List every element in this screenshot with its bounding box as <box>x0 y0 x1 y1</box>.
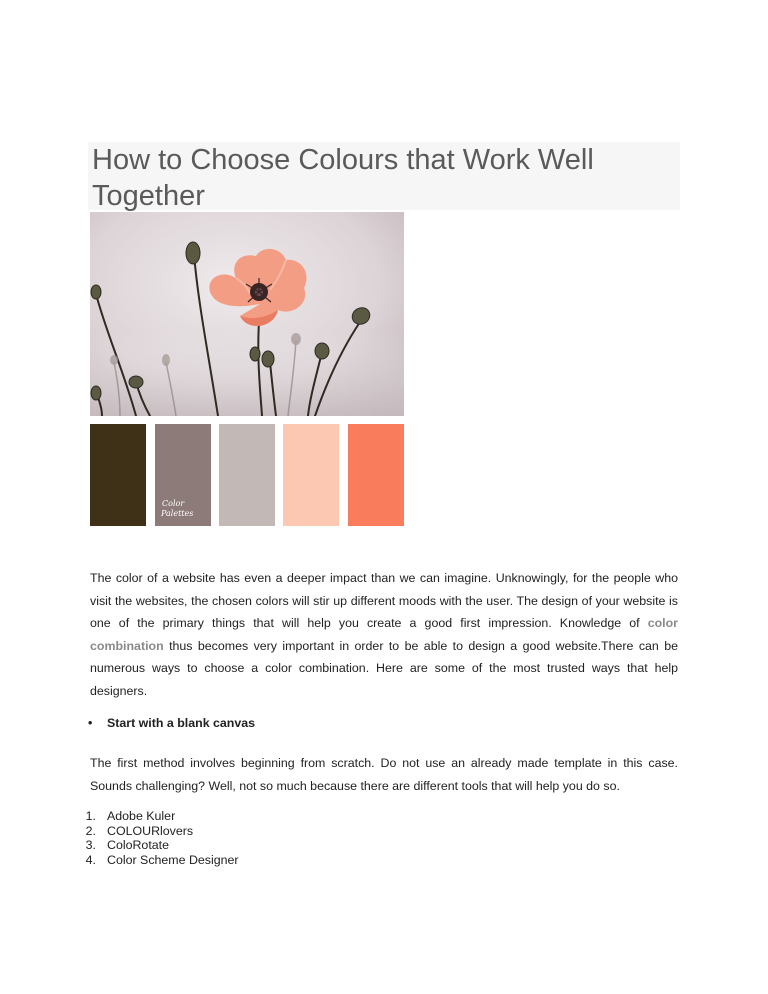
swatch-gray-pink <box>219 424 275 526</box>
list-number: 3. <box>85 838 96 853</box>
list-number: 4. <box>85 852 96 867</box>
list-text: ColoRotate <box>107 838 169 853</box>
list-text: Adobe Kuler <box>107 809 176 823</box>
swatch-coral <box>348 424 404 526</box>
poppy-photo <box>90 212 404 526</box>
list-text: Color Scheme Designer <box>107 852 239 867</box>
bullet-marker: • <box>88 716 93 730</box>
watermark-palettes: Palettes <box>161 509 194 518</box>
bullet-heading: Start with a blank canvas <box>107 716 256 730</box>
color-combination-link[interactable]: color combination <box>90 616 678 653</box>
color-palette-figure <box>90 212 404 526</box>
intro-text-after: thus becomes very important in order to be able to design a good website.There can be numerous ways to choose a color combination. Here are some of the most trusted ways that help designers. <box>90 638 678 698</box>
intro-paragraph <box>90 567 678 703</box>
swatch-peach <box>283 424 339 526</box>
list-number: 1. <box>85 809 96 823</box>
list-number: 2. <box>85 823 96 838</box>
list-text: COLOURlovers <box>107 823 194 838</box>
swatch-dark-olive <box>90 424 146 526</box>
watermark-color: Color <box>162 499 185 508</box>
method-paragraph: The first method involves beginning from scratch. Do not use an already made template in this case. Sounds challenging? Well, not so much because there are different tools that will help you do so. <box>90 756 678 793</box>
page-title: How to Choose Colours that Work Well Together <box>92 144 594 212</box>
intro-text-before: The color of a website has even a deeper impact than we can imagine. Unknowingly, for the people who visit the websites, the chosen colors will stir up different moods with the user. The design of your website is one of the primary things that will help you create a good first impression. Knowledge of <box>90 571 678 631</box>
